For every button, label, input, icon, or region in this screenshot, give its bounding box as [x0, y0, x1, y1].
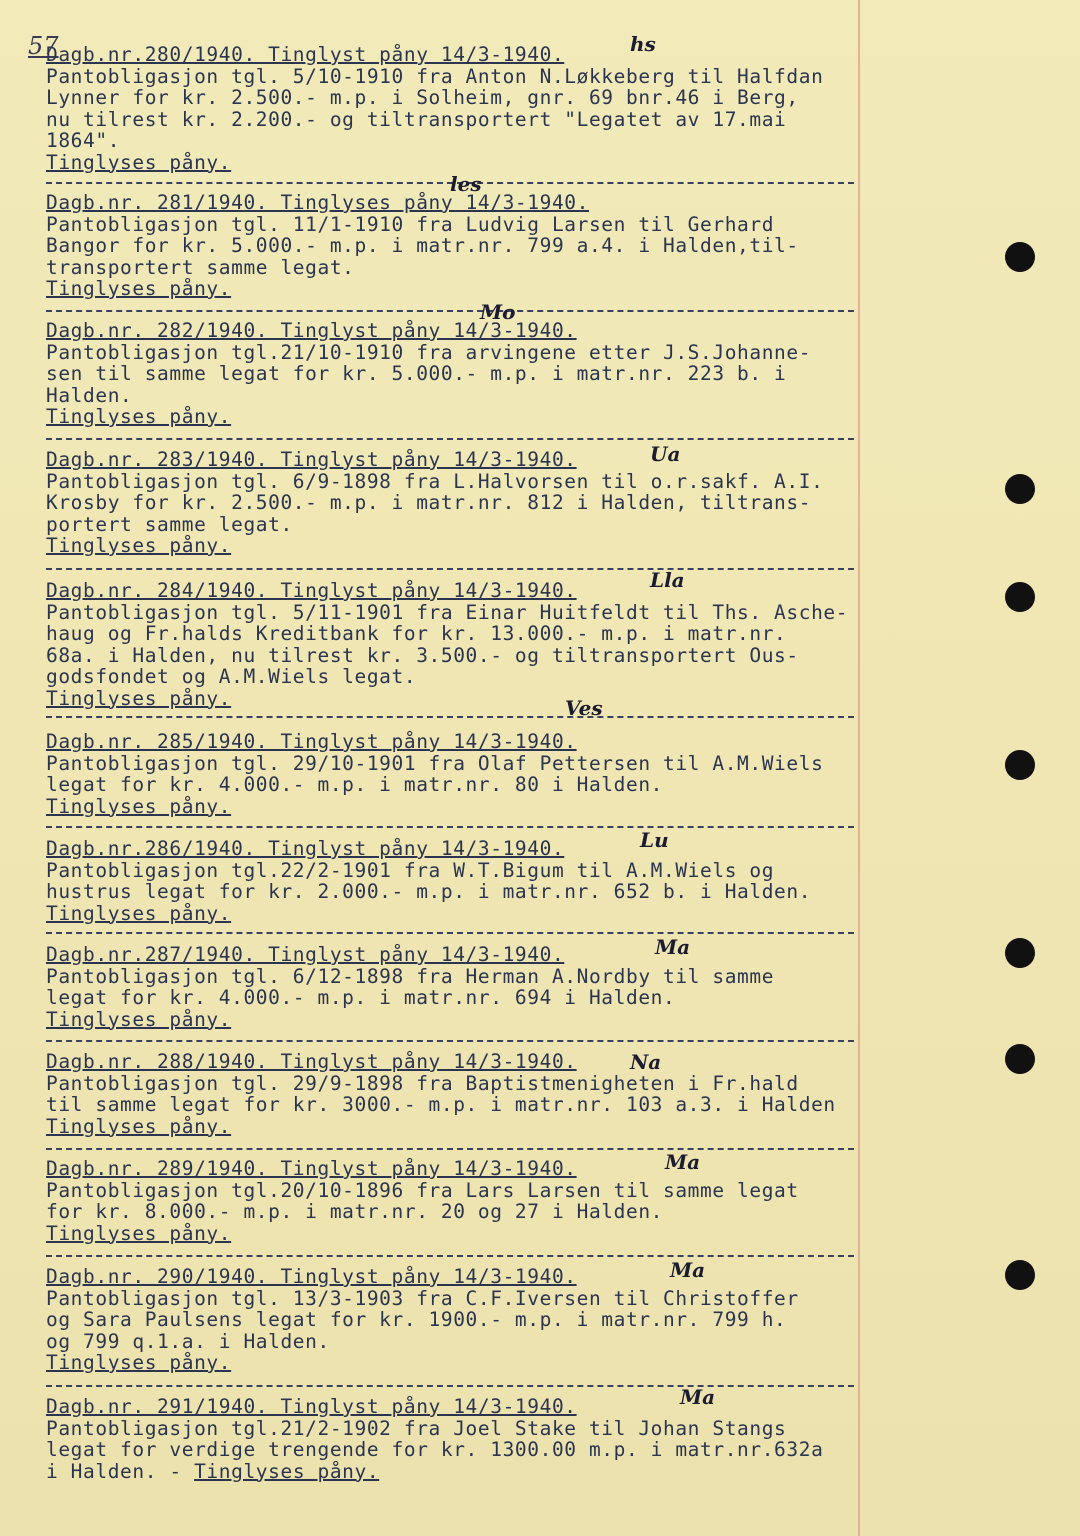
handwritten-initials: Ma [655, 935, 691, 959]
punch-hole [1005, 242, 1035, 272]
entry-body-line: til samme legat for kr. 3000.- m.p. i matr.nr. 103 a.3. i Halden [46, 1093, 836, 1116]
entry-body-line: Pantobligasjon tgl. 29/10-1901 fra Olaf Pettersen til A.M.Wiels [46, 751, 824, 775]
entry-body-line: Pantobligasjon tgl. 6/12-1898 fra Herman A.Nordby til samme [46, 964, 775, 988]
entry-body-line: 68a. i Halden, nu tilrest kr. 3.500.- og tiltransportert Ous- [46, 643, 799, 667]
ledger-entry [46, 944, 858, 1030]
ledger-entry [46, 731, 858, 817]
entry-status: Tinglyses påny. [46, 901, 232, 925]
entry-status: Tinglyses påny. [46, 277, 232, 300]
entry-body-line: Pantobligasjon tgl.22/2-1901 fra W.T.Bigum til A.M.Wiels og [46, 858, 775, 882]
ledger-entry [46, 1158, 858, 1244]
entry-divider [46, 1255, 854, 1257]
entry-heading: Dagb.nr. 281/1940. Tinglyses påny 14/3-1940. [46, 191, 589, 214]
entry-body-line: Pantobligasjon tgl. 5/11-1901 fra Einar Huitfeldt til Ths. Asche- [46, 600, 849, 624]
entry-body-line: Pantobligasjon tgl.21/2-1902 fra Joel Stake til Johan Stangs [46, 1416, 787, 1440]
ledger-entry [46, 580, 858, 709]
entry-body-line: Pantobligasjon tgl. 11/1-1910 fra Ludvig Larsen til Gerhard [46, 212, 775, 236]
handwritten-initials: Lu [640, 828, 669, 852]
handwritten-initials: Na [630, 1050, 662, 1074]
entry-status: Tinglyses påny. [46, 534, 232, 557]
entry-divider [46, 1385, 854, 1387]
entry-heading: Dagb.nr. 285/1940. Tinglyst påny 14/3-1940. [46, 730, 577, 753]
entry-body-line: haug og Fr.halds Kreditbank for kr. 13.000.- m.p. i matr.nr. [46, 622, 787, 645]
entry-status: Tinglyses påny. [194, 1459, 380, 1483]
entry-divider [46, 826, 854, 828]
entry-heading: Dagb.nr. 282/1940. Tinglyst påny 14/3-1940. [46, 319, 577, 342]
entry-body-line: Krosby for kr. 2.500.- m.p. i matr.nr. 812 i Halden, tiltrans- [46, 491, 812, 514]
entry-heading: Dagb.nr.287/1940. Tinglyst påny 14/3-1940. [46, 943, 565, 966]
entry-body-line: Pantobligasjon tgl.21/10-1910 fra arvingene etter J.S.Johanne- [46, 340, 812, 364]
entry-body-line: legat for verdige trengende for kr. 1300.00 m.p. i matr.nr.632a [46, 1438, 824, 1461]
entry-body-line: Bangor for kr. 5.000.- m.p. i matr.nr. 799 a.4. i Halden,til- [46, 234, 799, 257]
handwritten-initials: Ma [680, 1385, 716, 1409]
entry-body-line: Pantobligasjon tgl.20/10-1896 fra Lars Larsen til samme legat [46, 1178, 799, 1202]
handwritten-initials: Ua [650, 442, 681, 466]
entry-heading: Dagb.nr. 289/1940. Tinglyst påny 14/3-1940. [46, 1157, 577, 1180]
ledger-entry [46, 1266, 858, 1374]
entry-body-line: Pantobligasjon tgl. 6/9-1898 fra L.Halvorsen til o.r.sakf. A.I. [46, 469, 824, 493]
entry-last-line [46, 1461, 858, 1483]
entry-body-line: Pantobligasjon tgl. 29/9-1898 fra Baptistmenigheten i Fr.hald [46, 1071, 799, 1095]
entry-heading: Dagb.nr. 283/1940. Tinglyst påny 14/3-1940. [46, 448, 577, 471]
entry-heading: Dagb.nr.286/1940. Tinglyst påny 14/3-1940. [46, 837, 565, 860]
entry-status: Tinglyses påny. [46, 794, 232, 818]
entry-body-line: hustrus legat for kr. 2.000.- m.p. i matr.nr. 652 b. i Halden. [46, 880, 812, 903]
handwritten-initials: Ma [665, 1150, 701, 1174]
entry-divider [46, 716, 854, 718]
punch-hole [1005, 750, 1035, 780]
entry-heading: Dagb.nr. 291/1940. Tinglyst påny 14/3-1940. [46, 1395, 577, 1418]
entry-status: Tinglyses påny. [46, 1007, 232, 1031]
punch-hole [1005, 474, 1035, 504]
entry-body-line: godsfondet og A.M.Wiels legat. [46, 665, 417, 688]
ledger-entry [46, 838, 858, 924]
entry-body-line: for kr. 8.000.- m.p. i matr.nr. 20 og 27 i Halden. [46, 1200, 663, 1223]
entry-body-prefix: i Halden. - [46, 1459, 195, 1483]
entry-body-line: transportert samme legat. [46, 255, 355, 279]
entry-body-line: Lynner for kr. 2.500.- m.p. i Solheim, gnr. 69 bnr.46 i Berg, [46, 86, 799, 109]
ledger-entry [46, 44, 858, 173]
entry-status: Tinglyses påny. [46, 1114, 232, 1138]
entry-divider [46, 568, 854, 570]
entry-heading: Dagb.nr. 288/1940. Tinglyst påny 14/3-1940. [46, 1050, 577, 1073]
punch-hole [1005, 1260, 1035, 1290]
entry-body-line: og Sara Paulsens legat for kr. 1900.- m.p. i matr.nr. 799 h. [46, 1308, 787, 1331]
ledger-entry [46, 320, 858, 428]
entry-body-line: Pantobligasjon tgl. 13/3-1903 fra C.F.Iversen til Christoffer [46, 1286, 799, 1310]
handwritten-initials: hs [630, 32, 656, 56]
entry-status: Tinglyses påny. [46, 686, 232, 710]
entry-divider [46, 438, 854, 440]
entry-status: Tinglyses påny. [46, 405, 232, 428]
entry-body-line: portert samme legat. [46, 512, 293, 536]
entry-body-line: og 799 q.1.a. i Halden. [46, 1329, 330, 1353]
entry-body-line: legat for kr. 4.000.- m.p. i matr.nr. 80 i Halden. [46, 773, 663, 796]
punch-hole [1005, 582, 1035, 612]
entry-body-line: Halden. [46, 383, 133, 407]
handwritten-initials: Mo [480, 300, 516, 324]
handwritten-initials: les [450, 172, 482, 196]
entry-body-line: legat for kr. 4.000.- m.p. i matr.nr. 694 i Halden. [46, 986, 676, 1009]
handwritten-initials: Ves [565, 696, 603, 720]
entry-status: Tinglyses påny. [46, 1351, 232, 1374]
entry-status: Tinglyses påny. [46, 1221, 232, 1245]
punch-hole [1005, 1044, 1035, 1074]
entry-status: Tinglyses påny. [46, 150, 232, 174]
ledger-entry [46, 192, 858, 300]
punch-hole [1005, 938, 1035, 968]
entry-body-line: 1864". [46, 129, 121, 152]
ledger-entry [46, 449, 858, 557]
entry-divider [46, 932, 854, 934]
margin-rule [858, 0, 860, 1536]
page-number: 57 [28, 32, 59, 60]
entry-heading: Dagb.nr. 290/1940. Tinglyst påny 14/3-1940. [46, 1265, 577, 1288]
entry-heading: Dagb.nr. 284/1940. Tinglyst påny 14/3-1940. [46, 579, 577, 602]
ledger-entry [46, 1051, 858, 1137]
ledger-entry [46, 1396, 858, 1482]
entry-divider [46, 310, 854, 312]
entry-body-line: nu tilrest kr. 2.200.- og tiltransportert "Legatet av 17.mai [46, 107, 787, 131]
handwritten-initials: Ma [670, 1258, 706, 1282]
entry-heading: Dagb.nr.280/1940. Tinglyst påny 14/3-1940. [46, 43, 565, 66]
entry-divider [46, 1040, 854, 1042]
handwritten-initials: Lla [650, 568, 685, 592]
entry-divider [46, 1148, 854, 1150]
entry-body-line: Pantobligasjon tgl. 5/10-1910 fra Anton N.Løkkeberg til Halfdan [46, 64, 824, 88]
entry-body-line: sen til samme legat for kr. 5.000.- m.p. i matr.nr. 223 b. i [46, 362, 787, 385]
